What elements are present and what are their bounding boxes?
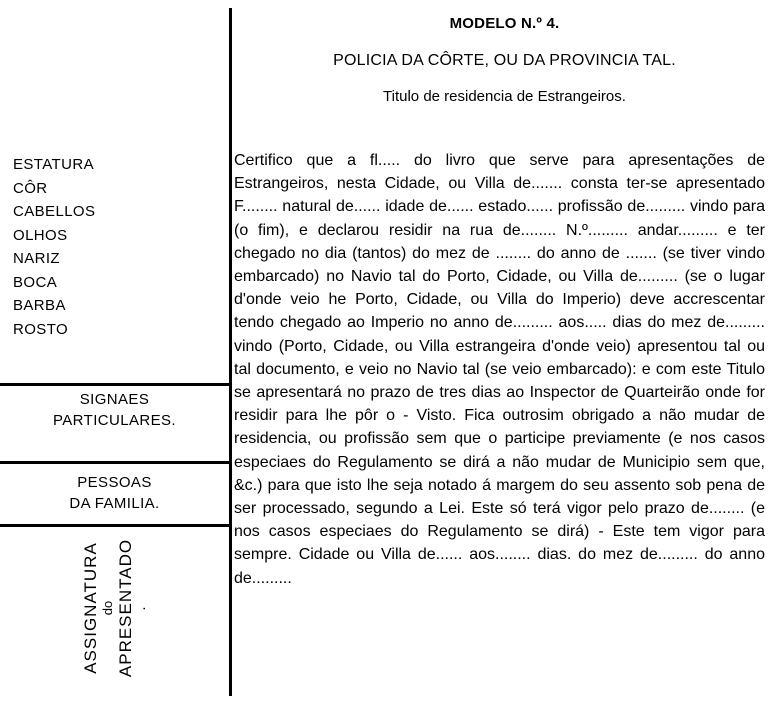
main-content [232,0,777,590]
document-title: MODELO N.º 4. [449,15,560,32]
section-line: SIGNAES [79,391,150,408]
attribute-label-cabellos: CABELLOS [13,203,96,220]
section-line: PESSOAS [77,474,152,491]
attribute-label-olhos: OLHOS [13,226,68,244]
horizontal-rule-1 [0,383,229,386]
section-pessoas-da-familia [0,472,229,514]
horizontal-rule-2 [0,461,229,464]
certificate-body-text: Certifico que a fl..... do livro que serve para apresentações de Estrangeiros, nesta Cidade, ou Villa de....... consta ter-se apresentado F........ natural de...... idade de...... estado...... profissão de......... vindo para (o fim), e declarou residir na rua de........ N.º......... andar......... e ter chegado no dia (tantos) do mez de ........ do anno de ....... (se tiver vindo embarcado) no Navio tal do Porto, Cidade, ou Villa de......... (se o lugar d'onde veio he Porto, Cidade, ou Villa do Imperio) deve accrescentar tendo chegado ao Imperio no anno de......... aos..... dias do mez de......... vindo (Porto, Cidade, ou Villa estrangeira d'onde veio) apresentou tal ou tal documento, e veio no Navio tal (se veio embarcado): e com este Titulo se apresentará no prazo de tres dias ao Inspector de Quarteirão onde for residir para lhe pôr o - Visto. Fica outrosim obrigado a não mudar de residencia, ou profissão sem que o participe previamente (e nos casos especiaes do Regulamento se dirá a não mudar de Municipio sem que, &c.) para que isto lhe seja notado á margem do seu assento sob pena de ser processado, segundo a Lei. Este só terá vigor pelo prazo de........ (e nos casos especiaes do Regulamento se dirá) - Este tem vigor para sempre. Cidade ou Villa de...... aos........ dias. do mez de......... do anno de......... [234,152,765,587]
attribute-label-estatura: ESTATURA [13,156,94,173]
signature-block [0,527,229,689]
attribute-label-nariz: NARIZ [13,250,60,267]
signature-line-do: do [100,600,116,616]
signature-rotated-text [82,539,148,677]
signature-line-assignatura: ASSIGNATURA [81,542,101,674]
document-subtitle: POLICIA DA CÔRTE, OU DA PROVINCIA TAL. [333,52,676,69]
attribute-label-rosto: ROSTO [13,320,69,338]
attribute-label-barba: BARBA [13,297,66,314]
signature-line-apresentado: APRESENTADO [116,538,136,678]
section-signaes-particulares [0,389,229,431]
section-line: DA FAMILIA. [69,495,160,512]
attribute-label-cor: CÔR [13,179,48,197]
sidebar [0,0,229,719]
section-line: PARTICULARES. [52,412,176,429]
document-subtitle-2: Titulo de residencia de Estrangeiros. [383,88,626,105]
attribute-label-boca: BOCA [13,273,58,291]
attribute-list [13,153,95,341]
signature-line-period: . [132,605,150,611]
